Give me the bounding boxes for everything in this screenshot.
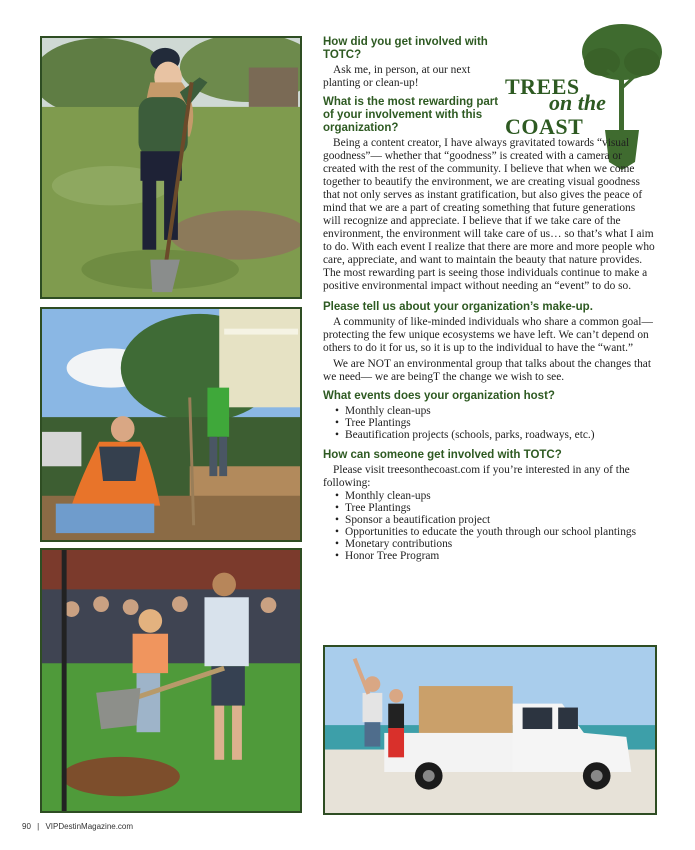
photo-kids-digging	[40, 548, 302, 813]
question-heading: How can someone get involved with TOTC?	[323, 449, 562, 461]
list-item: • Tree Plantings	[335, 502, 655, 514]
section-events	[323, 390, 655, 441]
list-item: • Tree Plantings	[335, 417, 655, 429]
question-heading: How did you get involved with TOTC?	[323, 36, 488, 61]
answer-paragraph: Please visit treesonthecoast.com if you’re interested in any of the following:	[323, 464, 630, 489]
list-item: • Monthly clean-ups	[335, 405, 655, 417]
list-item: • Opportunities to educate the youth through our school plantings	[335, 526, 655, 538]
answer-paragraph: We are NOT an environmental group that talks about the changes that we need— we are beingT the change we wish to see.	[323, 358, 652, 383]
section-make-up	[323, 301, 655, 384]
photo-man-planting-tree	[40, 307, 302, 542]
list-item: • Sponsor a beautification project	[335, 514, 655, 526]
section-rewarding	[323, 96, 655, 293]
answer-paragraph: Ask me, in person, at our next planting or clean-up!	[323, 64, 471, 89]
section-get-involved	[323, 449, 655, 562]
events-list	[323, 405, 655, 441]
answer-paragraph: Being a content creator, I have always gravitated towards “visual goodness”— whether that “goodness” is created with a camera or created with the rest of the community. I believe that when we come together to beautify the environment, we are creating visual goodness that not only serves as instant gratification, but also gives the peace of mind that we are a part of creating something that future generations will recognize and appreciate. I believe that if we take care of the environment, the environment will take care of us… so that’s what I aim to do. With each event I realize that there are more and more people who care, appreciate, and want to maintain the beauty that nature provides. The most rewarding part is seeing those individuals continue to make a positive environmental impact without needing an “event” to do so.	[323, 137, 655, 292]
logo-line-on-the: on the	[549, 90, 606, 115]
list-item: • Monetary contributions	[335, 538, 655, 550]
footer-site-link[interactable]: VIPDestinMagazine.com	[45, 822, 134, 831]
list-item: • Honor Tree Program	[335, 550, 655, 562]
page-number: 90	[22, 822, 31, 831]
question-heading: What is the most rewarding part of your involvement with this organization?	[323, 96, 499, 134]
question-heading: Please tell us about your organization’s make-up.	[323, 301, 593, 313]
footer-separator: |	[37, 822, 40, 831]
list-item: • Beautification projects (schools, parks, roadways, etc.)	[335, 429, 655, 441]
involvement-list	[323, 490, 655, 562]
answer-paragraph: A community of like-minded individuals who share a common goal— protecting the few unique ecosystems we have left. We can’t depend on others to do it for us, so it is up to the individual to have the “want.”	[323, 316, 653, 354]
section-involvement	[323, 36, 503, 90]
question-heading: What events does your organization host?	[323, 390, 555, 402]
photo-truck-on-beach	[323, 645, 657, 815]
list-item: • Monthly clean-ups	[335, 490, 655, 502]
photo-woman-with-shovel	[40, 36, 302, 299]
page-footer	[22, 822, 133, 831]
logo-line-coast: COAST	[505, 114, 584, 139]
logo-line-trees: TREES	[505, 74, 580, 99]
interview-column	[323, 36, 655, 562]
